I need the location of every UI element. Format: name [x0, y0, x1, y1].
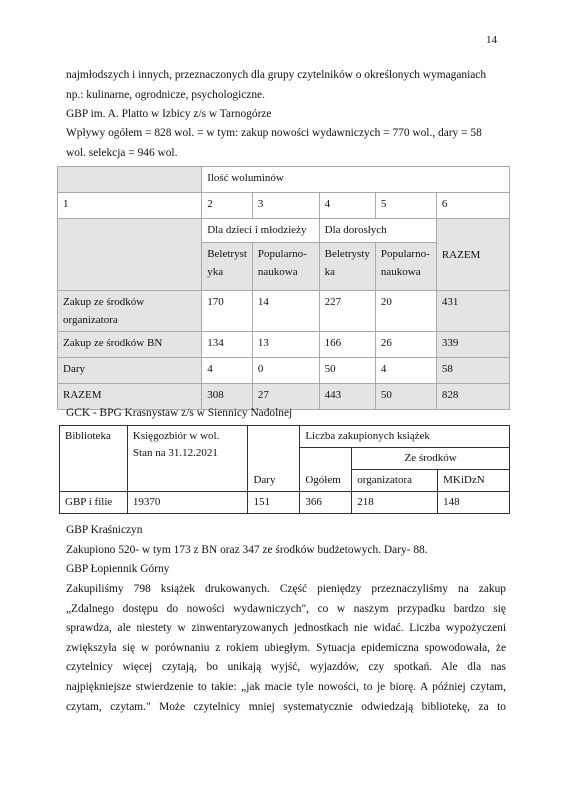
table-cell: 151 — [248, 492, 300, 514]
table-cell: 20 — [375, 291, 436, 332]
table-cell: 431 — [436, 291, 509, 332]
volumes-table — [57, 166, 510, 410]
row-label: Zakup ze środków organizatora — [58, 291, 202, 332]
row-label: Zakup ze środków BN — [58, 332, 202, 358]
izbica-heading: GBP im. A. Platto w Izbicy z/s w Tarnogórze — [66, 108, 272, 120]
table-cell: 443 — [319, 384, 375, 410]
table-cell: 227 — [319, 291, 375, 332]
paragraph-line: „Zdalnego dostępu do nowości wydawniczych", co w naszym przypadku bardzo się — [66, 602, 506, 615]
lopiennik-paragraph — [66, 580, 506, 717]
mkidzn-header: MKiDzN — [438, 470, 510, 492]
page-number: 14 — [486, 34, 497, 46]
table-cell: 50 — [375, 384, 436, 410]
header-line: naukowa — [257, 266, 298, 278]
popularnonaukowa-header — [375, 243, 436, 291]
table-cell: 218 — [352, 492, 438, 514]
ksiegozbior-header — [127, 426, 248, 492]
table-cell — [58, 219, 202, 291]
table-cell: 308 — [202, 384, 253, 410]
beletrystyka-header — [319, 243, 375, 291]
biblioteka-header: Biblioteka — [60, 426, 128, 492]
table-cell: 134 — [202, 332, 253, 358]
col-number: 1 — [58, 193, 202, 219]
paragraph-line: najpiękniejsze stwierdzenie to takie: „jak macie tyle nowości, to je biorę. A później czytam, — [66, 680, 506, 693]
intro-line-1: najmłodszych i innych, przeznaczonych dla grupy czytelników o określonych wymaganiach — [66, 69, 487, 81]
dary-header: Dary — [248, 426, 300, 492]
table-row — [58, 291, 510, 332]
books-table — [59, 425, 510, 514]
table-cell: 50 — [319, 358, 375, 384]
razem-header: RAZEM — [436, 219, 509, 291]
header-line: yka — [207, 266, 224, 278]
col-number: 4 — [319, 193, 375, 219]
header-line: Popularno- — [380, 248, 430, 260]
table-cell: 26 — [375, 332, 436, 358]
header-line: ka — [324, 266, 336, 278]
header-line: Beletrysty — [324, 248, 370, 260]
table-row — [60, 492, 510, 514]
col-number: 3 — [252, 193, 319, 219]
table-cell: 19370 — [127, 492, 248, 514]
header-line: Stan na 31.12.2021 — [132, 447, 218, 459]
header-line: Księgozbiór w wol. — [132, 430, 220, 442]
table-cell: 4 — [202, 358, 253, 384]
table-cell: 148 — [438, 492, 510, 514]
table-cell: 14 — [252, 291, 319, 332]
intro-line-2: np.: kulinarne, ogrodnicze, psychologiczne. — [66, 89, 265, 101]
table-cell: 828 — [436, 384, 509, 410]
ogolem-header: Ogółem — [300, 448, 352, 492]
paragraph-line: zwiększyła się w porównaniu z rokiem ubiegłym. Sytuacja epidemiczna spowodowała, że — [66, 641, 506, 654]
beletrystyka-header — [202, 243, 253, 291]
ze-srodkow-header: Ze środków — [352, 448, 510, 470]
organizatora-header: organizatora — [352, 470, 438, 492]
children-header: Dla dzieci i młodzieży — [202, 219, 319, 243]
adults-header: Dla dorosłych — [319, 219, 436, 243]
krasniczyn-text: Zakupiono 520- w tym 173 z BN oraz 347 ze środków budżetowych. Dary- 88. — [66, 544, 428, 556]
liczba-header: Liczba zakupionych książek — [300, 426, 510, 448]
header-line: Popularno- — [257, 248, 307, 260]
row-label: RAZEM — [58, 384, 202, 410]
header-line: naukowa — [380, 266, 421, 278]
row-label: Dary — [58, 358, 202, 384]
header-line: Beletryst — [207, 248, 247, 260]
table-cell: 0 — [252, 358, 319, 384]
table-cell: 27 — [252, 384, 319, 410]
table-cell: 4 — [375, 358, 436, 384]
paragraph-line: czytelnicy więcej czytają, bo unikają wyjść, wyjazdów, czy spotkań. Ale dla nas — [66, 661, 506, 674]
lopiennik-heading: GBP Łopiennik Górny — [66, 563, 170, 575]
table-cell: 58 — [436, 358, 509, 384]
table-cell: 13 — [252, 332, 319, 358]
table-cell: 366 — [300, 492, 352, 514]
paragraph-line: czytam, czytam." Może czytelnicy mniej systematycznie odwiedzają bibliotekę, za to — [66, 700, 506, 713]
table-row — [58, 332, 510, 358]
paragraph-line: sprawdza, ale niestety w zinwentaryzowanych jednostkach nie widać. Liczba wypożyczeni — [66, 622, 506, 635]
table-row — [58, 358, 510, 384]
volumes-header: Ilość woluminów — [202, 167, 510, 193]
col-number: 2 — [202, 193, 253, 219]
table-cell: 166 — [319, 332, 375, 358]
table-cell: 339 — [436, 332, 509, 358]
col-number: 6 — [436, 193, 509, 219]
table-cell: 170 — [202, 291, 253, 332]
paragraph-line: Zakupiliśmy 798 książek drukowanych. Część pieniędzy przeznaczyliśmy na zakup — [66, 583, 506, 595]
krasniczyn-heading: GBP Kraśniczyn — [66, 524, 143, 536]
gck-heading: GCK - BPG Krasnystaw z/s w Siennicy Nadolnej — [66, 407, 293, 419]
izbica-line-1: Wpływy ogółem = 828 wol. = w tym: zakup nowości wydawniczych = 770 wol., dary = 58 — [66, 127, 482, 139]
popularnonaukowa-header — [252, 243, 319, 291]
izbica-line-2: wol. selekcja = 946 wol. — [66, 147, 178, 159]
col-number: 5 — [375, 193, 436, 219]
table-cell — [58, 167, 202, 193]
table-cell: GBP i filie — [60, 492, 128, 514]
